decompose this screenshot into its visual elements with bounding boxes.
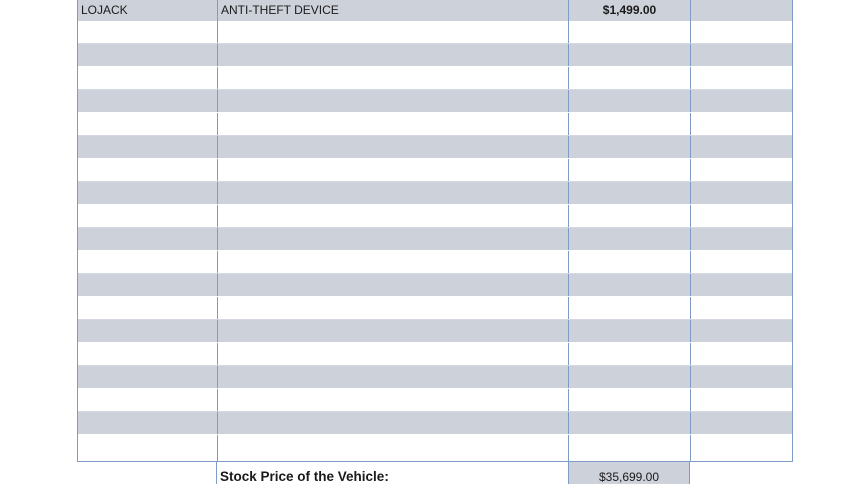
extra-cell [691, 21, 792, 43]
item-cell [78, 113, 218, 135]
table-row [78, 67, 792, 90]
price-cell [569, 389, 691, 411]
item-cell: LOJACK [78, 0, 218, 22]
price-cell [569, 44, 691, 66]
extra-cell [691, 251, 792, 273]
description-cell: ANTI-THEFT DEVICE [218, 0, 569, 22]
description-cell [218, 366, 569, 388]
table-row [78, 136, 792, 159]
price-cell [569, 297, 691, 319]
price-cell [569, 67, 691, 89]
table-row [78, 0, 792, 23]
table-row [78, 412, 792, 435]
price-cell [569, 228, 691, 250]
extra-cell [691, 297, 792, 319]
description-cell [218, 21, 569, 43]
table-row [78, 44, 792, 67]
price-cell [569, 159, 691, 181]
extra-cell [691, 320, 792, 342]
extra-cell [691, 343, 792, 365]
extra-cell [691, 205, 792, 227]
item-cell [78, 182, 218, 204]
extra-cell [691, 412, 792, 434]
table-row [78, 389, 792, 412]
table-row [78, 205, 792, 228]
extra-cell [691, 389, 792, 411]
price-cell [569, 435, 691, 461]
extra-cell [691, 366, 792, 388]
table-row [78, 251, 792, 274]
item-cell [78, 90, 218, 112]
extra-cell [691, 136, 792, 158]
description-cell [218, 435, 569, 461]
description-cell [218, 136, 569, 158]
description-cell [218, 44, 569, 66]
item-cell [78, 205, 218, 227]
price-cell [569, 274, 691, 296]
table-row [78, 297, 792, 320]
description-cell [218, 320, 569, 342]
description-cell [218, 113, 569, 135]
item-cell [78, 366, 218, 388]
table-row [78, 90, 792, 113]
extra-cell [691, 228, 792, 250]
table-row [78, 435, 792, 461]
extra-cell [691, 274, 792, 296]
price-cell [569, 136, 691, 158]
item-cell [78, 389, 218, 411]
price-cell [569, 90, 691, 112]
description-cell [218, 412, 569, 434]
description-cell [218, 67, 569, 89]
table-row [78, 113, 792, 136]
description-cell [218, 90, 569, 112]
price-cell: $1,499.00 [569, 0, 691, 22]
item-cell [78, 343, 218, 365]
description-cell [218, 297, 569, 319]
description-cell [218, 182, 569, 204]
table-row [78, 320, 792, 343]
item-cell [78, 67, 218, 89]
price-cell [569, 412, 691, 434]
price-cell [569, 251, 691, 273]
stock-price-value: $35,699.00 [568, 462, 690, 484]
table-row [78, 366, 792, 389]
table-row [78, 228, 792, 251]
description-cell [218, 251, 569, 273]
price-cell [569, 113, 691, 135]
item-cell [78, 412, 218, 434]
extra-cell [691, 44, 792, 66]
item-cell [78, 21, 218, 43]
description-cell [218, 159, 569, 181]
extra-cell [691, 113, 792, 135]
item-cell [78, 44, 218, 66]
description-cell [218, 205, 569, 227]
price-cell [569, 21, 691, 43]
price-cell [569, 182, 691, 204]
item-cell [78, 320, 218, 342]
extra-cell [691, 0, 792, 22]
description-cell [218, 389, 569, 411]
extra-cell [691, 182, 792, 204]
extra-cell [691, 159, 792, 181]
description-cell [218, 228, 569, 250]
item-cell [78, 251, 218, 273]
table-row [78, 21, 792, 44]
price-cell [569, 366, 691, 388]
item-cell [78, 159, 218, 181]
table-row [78, 274, 792, 297]
extra-cell [691, 90, 792, 112]
stock-price-label: Stock Price of the Vehicle: [216, 462, 568, 484]
item-cell [78, 136, 218, 158]
price-cell [569, 205, 691, 227]
item-cell [78, 228, 218, 250]
price-cell [569, 343, 691, 365]
description-cell [218, 343, 569, 365]
item-cell [78, 274, 218, 296]
table-row [78, 182, 792, 205]
extra-cell [691, 67, 792, 89]
item-cell [78, 297, 218, 319]
table-row [78, 159, 792, 182]
table-row [78, 343, 792, 366]
description-cell [218, 274, 569, 296]
price-cell [569, 320, 691, 342]
addendum-table [77, 0, 793, 462]
extra-cell [691, 435, 792, 461]
item-cell [78, 435, 218, 461]
